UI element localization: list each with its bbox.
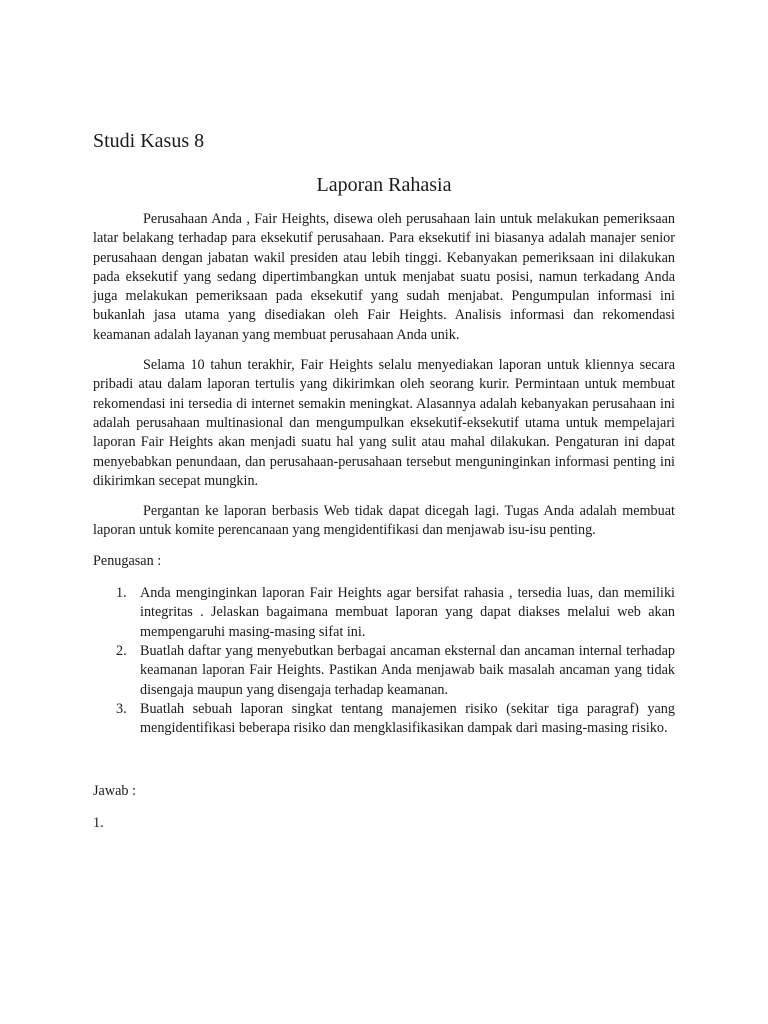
task-text: Buatlah sebuah laporan singkat tentang manajemen risiko (sekitar tiga paragraf) yang mengidentifikasi beberapa risiko dan mengklasifikasikan dampak dari masing-masing risiko.: [140, 700, 675, 737]
task-item-2: [93, 642, 675, 700]
answer-label: Jawab :: [93, 783, 136, 800]
report-title: Laporan Rahasia: [316, 174, 452, 196]
document-page: [93, 128, 675, 833]
body-paragraph-3: Pergantan ke laporan berbasis Web tidak dapat dicegah lagi. Tugas Anda adalah membuat laporan untuk komite perencanaan yang mengidentifikasi dan menjawab isu-isu penting.: [93, 503, 675, 539]
body-paragraph-1: Perusahaan Anda , Fair Heights, disewa oleh perusahaan lain untuk melakukan pemeriksaan latar belakang terhadap para eksekutif perusahaan. Para eksekutif ini biasanya adalah manajer senior perusahaan dengan jabatan wakil presiden atau lebih tinggi. Kebanyakan pemeriksaan ini dilakukan pada eksekutif yang sedang dipertimbangkan untuk menjabat suatu posisi, namun terkadang Anda juga melakukan pemeriksaan pada eksekutif yang sudah menjabat. Pengumpulan informasi ini bukanlah jasa utama yang disediakan oleh Fair Heights. Analisis informasi dan rekomendasi keamanan adalah layanan yang membuat perusahaan Anda unik.: [93, 211, 675, 343]
task-item-3: [93, 700, 675, 739]
body-paragraph-2: Selama 10 tahun terakhir, Fair Heights selalu menyediakan laporan untuk kliennya secara pribadi atau dalam laporan tertulis yang dikirimkan oleh seorang kurir. Permintaan untuk membuat rekomendasi ini tersedia di internet semakin meningkat. Alasannya adalah kebanyakan perusahaan ini adalah perusahaan multinasional dan mengumpulkan eksekutif-eksekutif utama untuk mempelajari laporan Fair Heights akan menjadi suatu hal yang sulit atau mahal dilakukan. Pengaturan ini dapat menyebabkan penundaan, dan perusahaan-perusahaan tersebut menguninginkan informasi penting ini dikirimkan secepat mungkin.: [93, 357, 675, 489]
answer-number: 1.: [93, 814, 104, 831]
task-item-1: [93, 584, 675, 642]
case-study-heading: Studi Kasus 8: [93, 130, 205, 152]
assignment-label: Penugasan :: [93, 552, 162, 569]
task-list: [93, 584, 675, 738]
task-text: Buatlah daftar yang menyebutkan berbagai ancaman eksternal dan ancaman internal terhadap keamanan laporan Fair Heights. Pastikan Anda menjawab baik masalah ancaman yang tidak disengaja maupun yang disengaja terhadap keamanan.: [140, 642, 675, 698]
task-number: 3.: [116, 700, 127, 717]
task-number: 2.: [116, 642, 127, 659]
task-number: 1.: [116, 585, 127, 602]
task-text: Anda menginginkan laporan Fair Heights agar bersifat rahasia , tersedia luas, dan memiliki integritas . Jelaskan bagaimana membuat laporan yang dapat diakses melalui web akan mempengaruhi masing-masing sifat ini.: [140, 585, 675, 640]
